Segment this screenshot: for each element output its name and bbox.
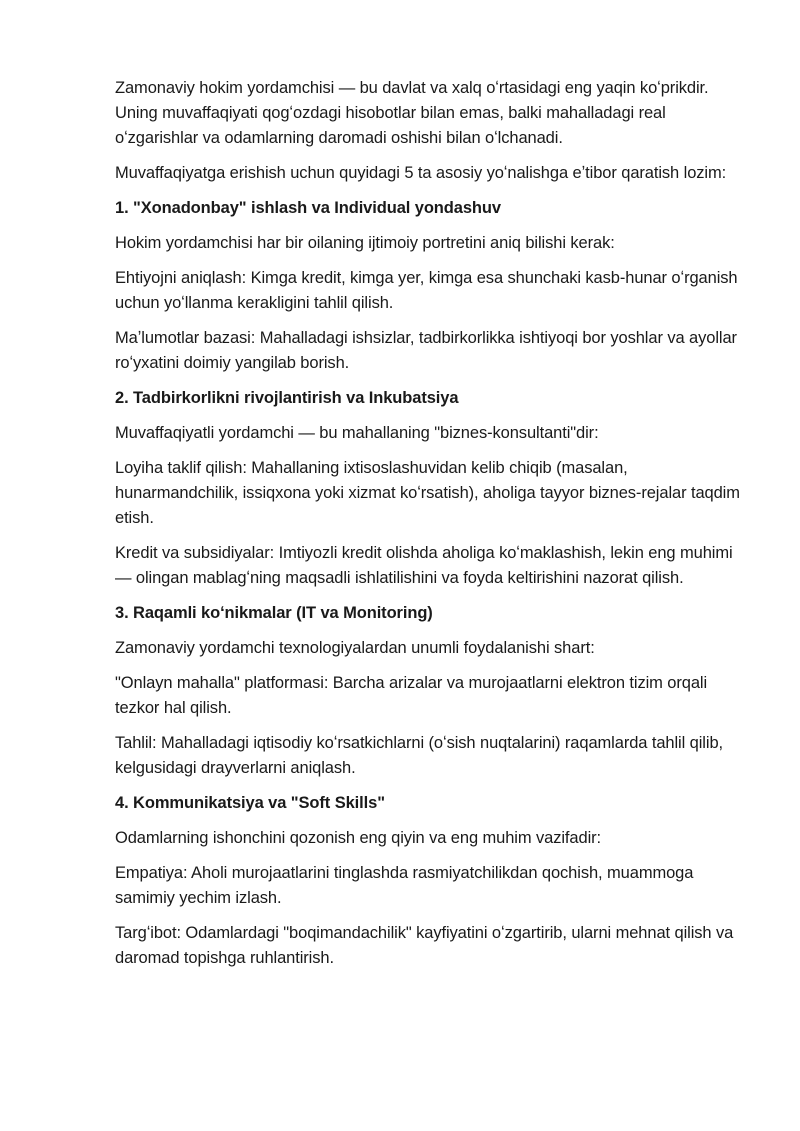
section-1-paragraph: Hokim yordamchisi har bir oilaning ijtimoiy portretini aniq bilishi kerak:: [115, 234, 615, 252]
section-3-paragraph: "Onlayn mahalla" platformasi: Barcha arizalar va murojaatlarni elektron tizim orqali tezkor hal qilish.: [115, 674, 708, 717]
section-3-heading: 3. Raqamli koʻnikmalar (IT va Monitoring): [115, 604, 433, 622]
section-2-paragraph: Loyiha taklif qilish: Mahallaning ixtisoslashuvidan kelib chiqib (masalan, hunarmandchilik, issiqxona yoki xizmat koʻrsatish), aholiga tayyor biznes-rejalar taqdim etish.: [115, 459, 740, 527]
document-body: [115, 76, 740, 981]
section-2: [115, 386, 740, 591]
section-3-paragraph: Tahlil: Mahalladagi iqtisodiy koʻrsatkichlarni (oʻsish nuqtalarini) raqamlarda tahlil qilib, kelgusidagi drayverlarni aniqlash.: [115, 734, 724, 777]
section-2-paragraph: Muvaffaqiyatli yordamchi — bu mahallaning "biznes-konsultanti"dir:: [115, 424, 599, 442]
section-3: [115, 601, 740, 781]
section-2-heading: 2. Tadbirkorlikni rivojlantirish va Inkubatsiya: [115, 389, 459, 407]
section-4-paragraph: Odamlarning ishonchini qozonish eng qiyin va eng muhim vazifadir:: [115, 829, 602, 847]
section-1: [115, 196, 740, 376]
section-2-paragraph: Kredit va subsidiyalar: Imtiyozli kredit olishda aholiga koʻmaklashish, lekin eng muhimi — olingan mablagʻning maqsadli ishlatilishini va foyda keltirishini nazorat qilish.: [115, 544, 733, 587]
section-1-heading: 1. "Xonadonbay" ishlash va Individual yondashuv: [115, 199, 501, 217]
intro-paragraph-2: Muvaffaqiyatga erishish uchun quyidagi 5 ta asosiy yoʻnalishga eʼtibor qaratish lozim:: [115, 164, 727, 182]
section-4-heading: 4. Kommunikatsiya va "Soft Skills": [115, 794, 385, 812]
section-1-paragraph: Maʼlumotlar bazasi: Mahalladagi ishsizlar, tadbirkorlikka ishtiyoqi bor yoshlar va ayollar roʻyxatini doimiy yangilab borish.: [115, 329, 737, 372]
section-1-paragraph: Ehtiyojni aniqlash: Kimga kredit, kimga yer, kimga esa shunchaki kasb-hunar oʻrganish uchun yoʻllanma kerakligini tahlil qilish.: [115, 269, 738, 312]
section-3-paragraph: Zamonaviy yordamchi texnologiyalardan unumli foydalanishi shart:: [115, 639, 595, 657]
intro-paragraph-1: Zamonaviy hokim yordamchisi — bu davlat va xalq oʻrtasidagi eng yaqin koʻprikdir. Uning muvaffaqiyati qogʻozdagi hisobotlar bilan emas, balki mahalladagi real oʻzgarishlar va odamlarning daromadi oshishi bilan oʻlchanadi.: [115, 79, 709, 147]
section-4: [115, 791, 740, 971]
section-4-paragraph: Targʻibot: Odamlardagi "boqimandachilik" kayfiyatini oʻzgartirib, ularni mehnat qilish va daromad topishga ruhlantirish.: [115, 924, 734, 967]
section-4-paragraph: Empatiya: Aholi murojaatlarini tinglashda rasmiyatchilikdan qochish, muammoga samimiy yechim izlash.: [115, 864, 694, 907]
